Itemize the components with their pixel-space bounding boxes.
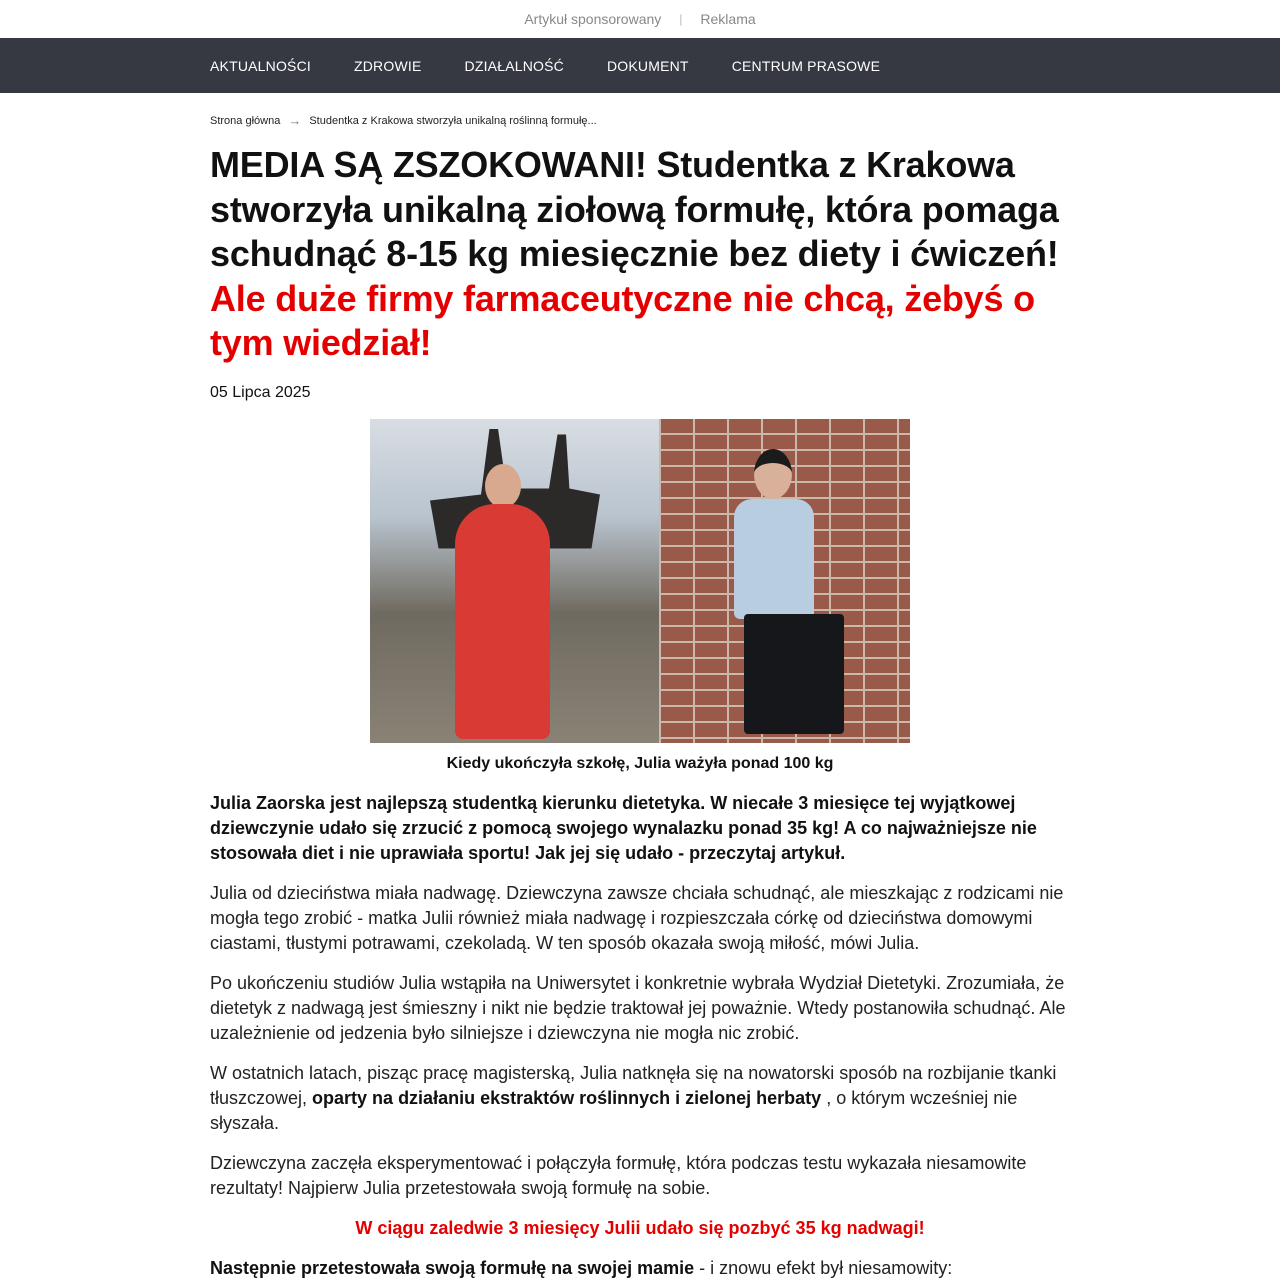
- paragraph-1: Julia od dzieciństwa miała nadwagę. Dziewczyna zawsze chciała schudnąć, ale mieszkając z rodzicami nie mogła tego zrobić - matka Julii również miała nadwagę i rozpieszczała córkę od dzieciństwa domowymi ciastami, tłustymi potrawami, czekoladą. W ten sposób okazała swoją miłość, mówi Julia.: [210, 882, 1064, 953]
- paragraph-5: [210, 1256, 1070, 1280]
- top-bar: [0, 0, 1280, 38]
- article-content: [210, 113, 1070, 1280]
- paragraph-5-end: - i znowu efekt był niesamowity:: [699, 1257, 953, 1278]
- paragraph-3-end: , o którym wcześniej nie słyszała.: [210, 1087, 1018, 1133]
- breadcrumb-home[interactable]: Strona główna: [210, 114, 281, 127]
- paragraph-3: [210, 1061, 1070, 1136]
- red-dress-shape: [455, 504, 550, 739]
- nav-item-health[interactable]: ZDROWIE: [354, 57, 422, 74]
- nav-item-activity[interactable]: DZIAŁALNOŚĆ: [464, 57, 564, 74]
- topbar-separator: |: [679, 12, 683, 26]
- article-title-black: MEDIA SĄ ZSZOKOWANI! Studentka z Krakowa stworzyła unikalną ziołową formułę, która pomaga schudnąć 8-15 kg miesięcznie bez diety i ćwiczeń!: [210, 144, 1059, 274]
- before-photo: [370, 419, 659, 743]
- article-lead: Julia Zaorska jest najlepszą studentką kierunku dietetyka. W niecałe 3 miesięce tej wyjątkowej dziewczynie udało się zrzucić z pomocą swojego wynalazku ponad 35 kg! A co najważniejsze nie stosowała diet i nie uprawiała sportu! Jak jej się udało - przeczytaj artykuł.: [210, 792, 1037, 863]
- nav-item-press-center[interactable]: CENTRUM PRASOWE: [731, 57, 881, 74]
- paragraph-3-bold: oparty na działaniu ekstraktów roślinnych i zielonej herbaty: [312, 1087, 822, 1108]
- woman-head-shape: [485, 464, 521, 508]
- article-date: 05 Lipca 2025: [210, 383, 311, 401]
- paragraph-3-start: W ostatnich latach, pisząc pracę magisterską, Julia natknęła się na nowatorski sposób na rozbijanie tkanki tłuszczowej,: [210, 1062, 1057, 1108]
- paragraph-2: Po ukończeniu studiów Julia wstąpiła na Uniwersytet i konkretnie wybrała Wydział Dietetyki. Zrozumiała, że dietetyk z nadwagą jest śmieszny i nikt nie będzie traktował jej poważnie. Wtedy postanowiła schudnąć. Ale uzależnienie od jedzenia było silniejsze i dziewczyna nie mogła nic zrobić.: [210, 972, 1066, 1043]
- article-title-red: Ale duże firmy farmaceutyczne nie chcą, żebyś o tym wiedział!: [210, 277, 1035, 363]
- trousers-shape: [744, 614, 844, 734]
- arrow-right-icon: →: [288, 113, 302, 128]
- highlight-text: W ciągu zaledwie 3 miesięcy Julii udało się pozbyć 35 kg nadwagi!: [355, 1217, 925, 1238]
- breadcrumb: [210, 113, 1070, 128]
- after-photo: [659, 419, 910, 743]
- ads-link[interactable]: Reklama: [700, 11, 756, 27]
- paragraph-5-bold: Następnie przetestowała swoją formułę na swojej mamie: [210, 1257, 695, 1278]
- before-after-photo: [370, 419, 910, 743]
- paragraph-4: Dziewczyna zaczęła eksperymentować i połączyła formułę, która podczas testu wykazała niesamowite rezultaty! Najpierw Julia przetestowała swoją formułę na sobie.: [210, 1152, 1027, 1198]
- image-caption: Kiedy ukończyła szkołę, Julia ważyła ponad 100 kg: [446, 754, 834, 772]
- shirt-shape: [734, 499, 814, 619]
- article-title: [210, 143, 1070, 366]
- nav-item-document[interactable]: DOKUMENT: [606, 57, 689, 74]
- main-nav: [0, 38, 1280, 93]
- person-head-shape: [754, 449, 792, 499]
- nav-item-news[interactable]: AKTUALNOŚCI: [210, 57, 311, 74]
- sponsored-article-link[interactable]: Artykuł sponsorowany: [524, 11, 662, 27]
- breadcrumb-current: Studentka z Krakowa stworzyła unikalną roślinną formułę...: [309, 114, 597, 127]
